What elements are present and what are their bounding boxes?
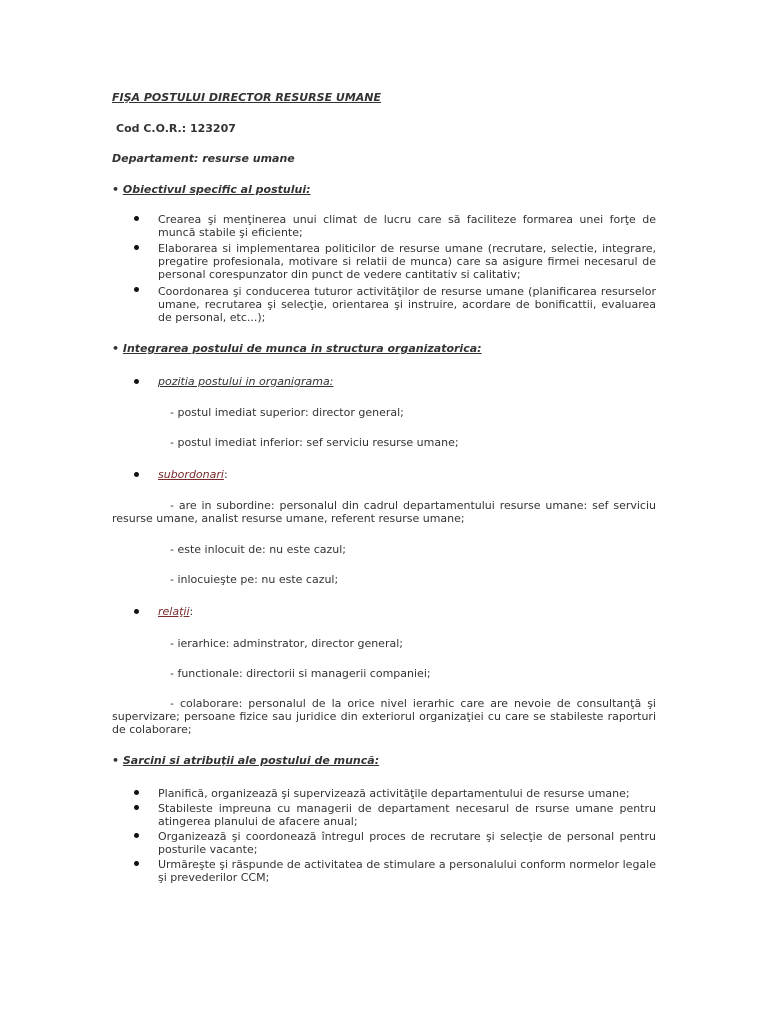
inlocuieste-pe: - inlocuieşte pe: nu este cazul; — [170, 573, 339, 586]
section-heading-obiectiv-text: Obiectivul specific al postului: — [122, 183, 311, 196]
section-heading-integrare-text: Integrarea postului de munca in structura organizatorica: — [122, 342, 482, 355]
list-item: Urmăreşte şi răspunde de activitatea de stimulare a personalului conform normelor legale şi prevederilor CCM; — [158, 858, 656, 884]
bullet-icon — [134, 790, 139, 795]
subordine-text: - are in subordine: personalul din cadrul departamentului resurse umane: sef serviciu resurse umane, analist resurse umane, referent resurse umane; — [112, 499, 656, 525]
relatii-functionale: - functionale: directorii si managerii companiei; — [170, 667, 431, 680]
inlocuit-de: - este inlocuit de: nu este cazul; — [170, 543, 347, 556]
list-item: Organizează şi coordonează întregul proces de recrutare şi selecţie de personal pentru posturile vacante; — [158, 830, 656, 856]
list-item: Coordonarea şi conducerea tuturor activităţilor de resurse umane (planificarea resurselor umane, recrutarea şi selecţie, orientarea şi instruire, acordare de bonificattii, evaluarea de personal, etc...); — [158, 285, 656, 324]
departament: Departament: resurse umane — [112, 152, 295, 165]
list-item: Planifică, organizează şi supervizează activităţile departamentului de resurse umane; — [158, 787, 630, 800]
bullet-icon — [134, 379, 139, 384]
bullet-icon — [134, 805, 139, 810]
relatii-colaborare: - colaborare: personalul de la orice nivel ierarhic care are nevoie de consultanţă şi supervizare; persoane fizice sau juridice din exteriorul organizaţiei cu care se stabileste raporturi de colaborare; — [112, 697, 656, 736]
relatii-label: relaţii — [158, 605, 190, 618]
bullet-icon — [134, 245, 139, 250]
section-heading-integrare: • Integrarea postului de munca in structura organizatorica: — [112, 342, 482, 355]
bullet-icon — [134, 472, 139, 477]
bullet-icon — [134, 287, 139, 292]
bullet-icon — [134, 216, 139, 221]
section-heading-sarcini: • Sarcini si atribuţii ale postului de muncă: — [112, 754, 380, 767]
list-item: Stabileste impreuna cu managerii de departament necesarul de rsurse umane pentru atingerea planului de afacere anual; — [158, 802, 656, 828]
post-inferior: - postul imediat inferior: sef serviciu resurse umane; — [170, 436, 459, 449]
subordonari-label: subordonari — [158, 468, 224, 481]
bullet-icon — [134, 833, 139, 838]
post-superior: - postul imediat superior: director general; — [170, 406, 404, 419]
relatii-ierarhice: - ierarhice: adminstrator, director general; — [170, 637, 403, 650]
section-heading-obiectiv: • Obiectivul specific al postului: — [112, 183, 311, 196]
subordonari-line: subordonari: — [158, 468, 228, 481]
bullet-icon — [134, 609, 139, 614]
relatii-line: relaţii: — [158, 605, 194, 618]
document-title: FIŞA POSTULUI DIRECTOR RESURSE UMANE — [112, 91, 382, 104]
list-item: Elaborarea si implementarea politicilor de resurse umane (recrutare, selectie, integrare, pregatire profesionala, motivare si relatii de munca) care sa asigure firmei necesarul de personal corespunzator din punct de vedere cantitativ si calitativ; — [158, 242, 656, 281]
bullet-icon — [134, 861, 139, 866]
cod-cor: Cod C.O.R.: 123207 — [116, 122, 236, 135]
section-heading-sarcini-text: Sarcini si atribuţii ale postului de muncă: — [122, 754, 380, 767]
pozitie-label: pozitia postului in organigrama: — [158, 375, 334, 388]
list-item: Crearea şi menţinerea unui climat de lucru care să faciliteze formarea unei forţe de muncă stabile şi eficiente; — [158, 213, 656, 239]
